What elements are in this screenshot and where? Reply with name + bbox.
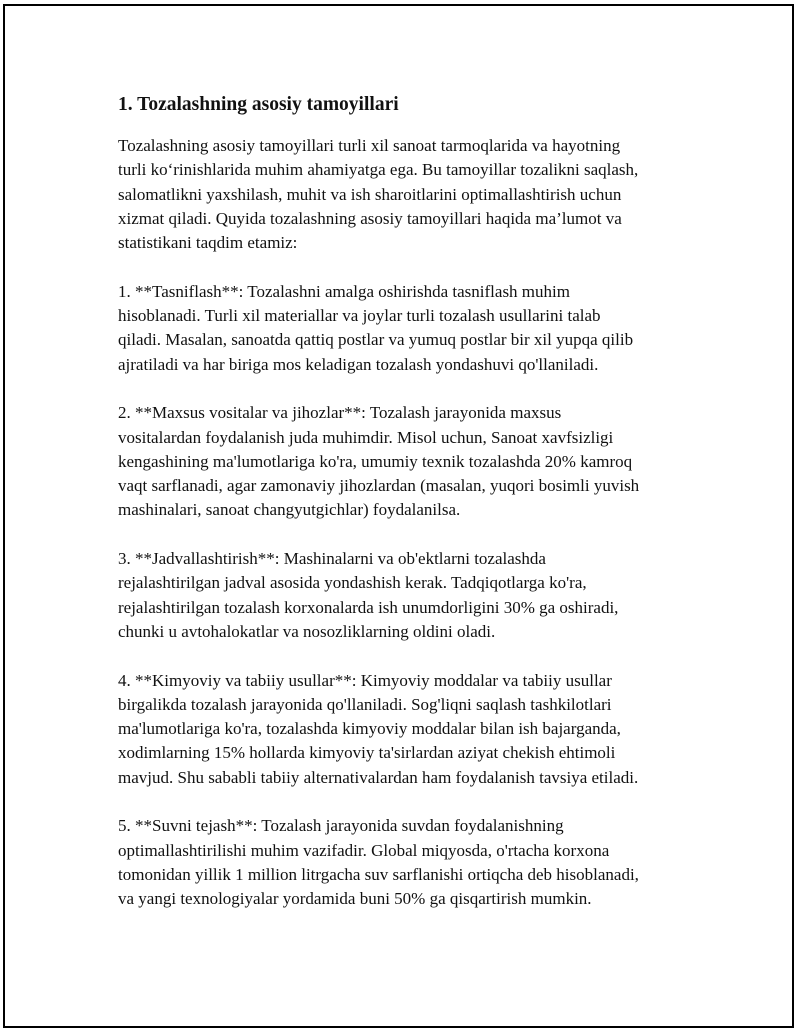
paragraph-line: mashinalari, sanoat changyutgichlar) foydalanilsa. — [118, 500, 461, 520]
item-suvni-tejash — [118, 814, 698, 911]
paragraph-line: va yangi texnologiyalar yordamida buni 50% ga qisqartirish mumkin. — [118, 889, 592, 909]
document-body — [118, 92, 698, 936]
paragraph-line: turli ko‘rinishlarida muhim ahamiyatga ega. Bu tamoyillar tozalikni saqlash, — [118, 160, 639, 180]
paragraph-line: 4. **Kimyoviy va tabiiy usullar**: Kimyoviy moddalar va tabiiy usullar — [118, 670, 612, 690]
paragraph-line: kengashining ma'lumotlariga ko'ra, umumiy texnik tozalashda 20% kamroq — [118, 451, 633, 471]
paragraph-line: rejalashtirilgan jadval asosida yondashish kerak. Tadqiqotlarga ko'ra, — [118, 573, 587, 593]
paragraph-line: 5. **Suvni tejash**: Tozalash jarayonida suvdan foydalanishning — [118, 816, 564, 836]
paragraph-line: mavjud. Shu sababli tabiiy alternativalardan ham foydalanish tavsiya etiladi. — [118, 767, 639, 787]
paragraph-line: rejalashtirilgan tozalash korxonalarda ish unumdorligini 30% ga oshiradi, — [118, 597, 619, 617]
paragraph-line: tomonidan yillik 1 million litrgacha suv sarflanishi ortiqcha deb hisoblanadi, — [118, 864, 639, 884]
paragraph-line: ajratiladi va har biriga mos keladigan tozalash yondashuvi qo'llaniladi. — [118, 354, 599, 374]
item-jadvallashtirish — [118, 547, 698, 644]
paragraph-line: vositalardan foydalanish juda muhimdir. Misol uchun, Sanoat xavfsizligi — [118, 427, 614, 447]
paragraph-line: optimallashtirilishi muhim vazifadir. Global miqyosda, o'rtacha korxona — [118, 840, 610, 860]
intro-paragraph — [118, 134, 698, 255]
section-heading: 1. Tozalashning asosiy tamoyillari — [118, 94, 399, 115]
paragraph-line: 1. **Tasniflash**: Tozalashni amalga oshirishda tasniflash muhim — [118, 281, 570, 301]
paragraph-line: xizmat qiladi. Quyida tozalashning asosiy tamoyillari haqida ma’lumot va — [118, 208, 622, 228]
paragraph-line: xodimlarning 15% hollarda kimyoviy ta'sirlardan aziyat chekish ehtimoli — [118, 743, 616, 763]
paragraph-line: ma'lumotlariga ko'ra, tozalashda kimyoviy moddalar bilan ish bajarganda, — [118, 719, 621, 739]
paragraph-line: hisoblanadi. Turli xil materiallar va joylar turli tozalash usullarini talab — [118, 306, 601, 326]
item-maxsus-vositalar — [118, 401, 698, 522]
paragraph-line: qiladi. Masalan, sanoatda qattiq postlar va yumuq postlar bir xil yupqa qilib — [118, 330, 634, 350]
paragraph-line: Tozalashning asosiy tamoyillari turli xil sanoat tarmoqlarida va hayotning — [118, 136, 621, 155]
paragraph-line: birgalikda tozalash jarayonida qo'llaniladi. Sog'liqni saqlash tashkilotlari — [118, 694, 612, 714]
paragraph-line: vaqt sarflanadi, agar zamonaviy jihozlardan (masalan, yuqori bosimli yuvish — [118, 476, 640, 496]
item-tasniflash — [118, 280, 698, 377]
paragraph-line: salomatlikni yaxshilash, muhit va ish sharoitlarini optimallashtirish uchun — [118, 184, 622, 204]
paragraph-line: 2. **Maxsus vositalar va jihozlar**: Tozalash jarayonida maxsus — [118, 403, 562, 423]
item-kimyoviy-usullar — [118, 669, 698, 790]
paragraph-line: statistikani taqdim etamiz: — [118, 233, 298, 253]
paragraph-line: 3. **Jadvallashtirish**: Mashinalarni va ob'ektlarni tozalashda — [118, 549, 546, 569]
paragraph-line: chunki u avtohalokatlar va nosozliklarning oldini oladi. — [118, 621, 496, 641]
